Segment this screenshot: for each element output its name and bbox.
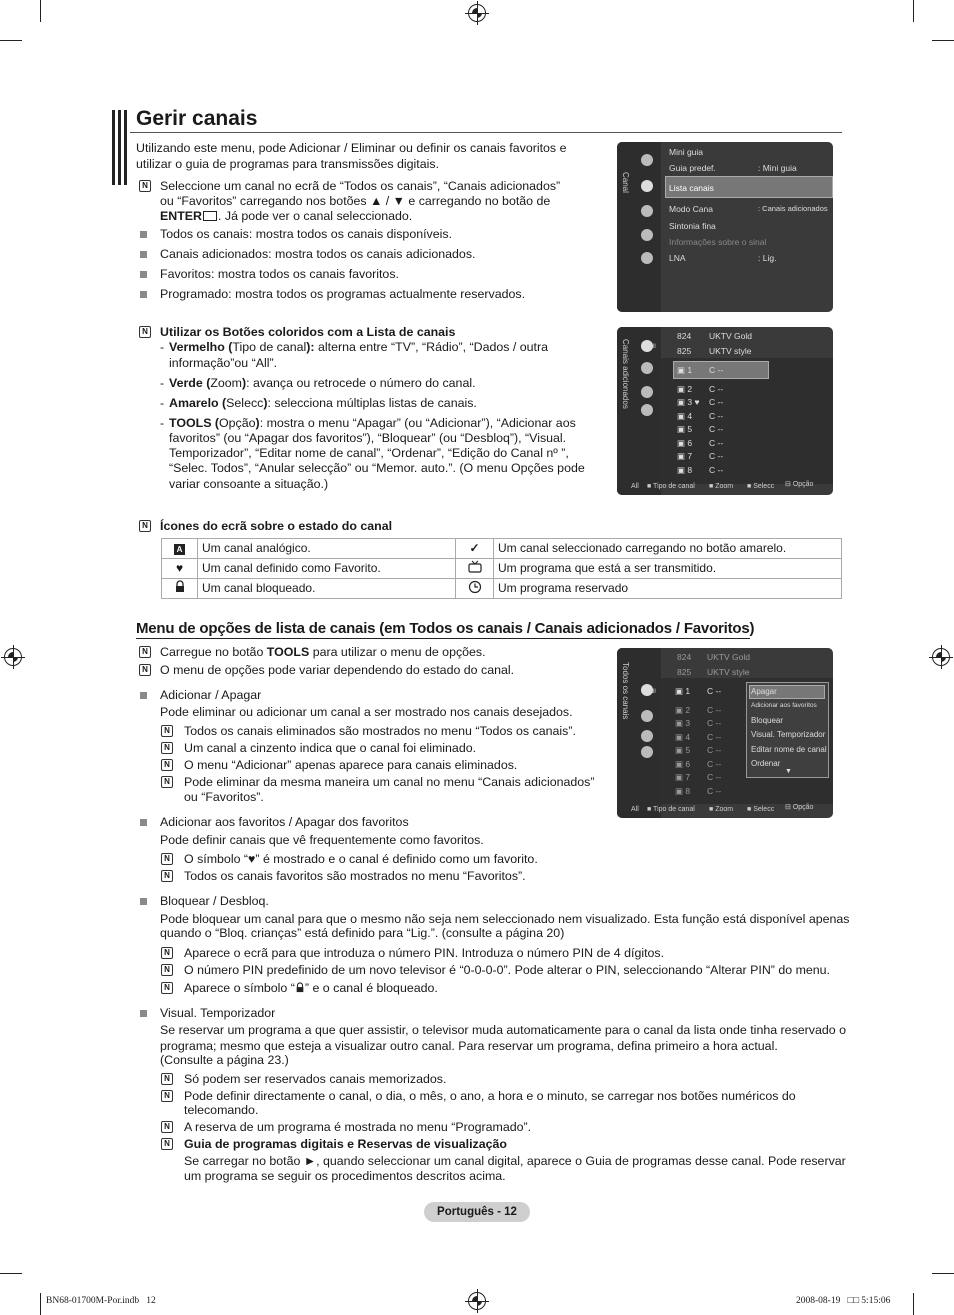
registration-mark-icon bbox=[468, 4, 486, 22]
note-text: Pode definir directamente o canal, o dia, o mês, o ano, a hora e o minuto, se carregar nos botões numéricos do bbox=[184, 1089, 796, 1103]
tv-option-item: Bloquear bbox=[751, 716, 784, 725]
text: Carregue no botão bbox=[160, 645, 267, 659]
tv-screen-all-channels-options bbox=[617, 648, 833, 818]
bullet-text: Todos os canais: mostra todos os canais disponíveis. bbox=[160, 227, 453, 241]
tv-row-code: C -- bbox=[709, 384, 724, 394]
note-icon bbox=[161, 853, 173, 865]
note-icon bbox=[161, 982, 173, 994]
tv-channel-name: UKTV style bbox=[707, 667, 750, 677]
text: Aparece o símbolo “ bbox=[184, 981, 295, 995]
tv-menu-item-disabled: Informações sobre o sinal bbox=[669, 237, 767, 247]
crop-mark bbox=[932, 1273, 954, 1274]
tv-row-code: C -- bbox=[707, 772, 722, 782]
tv-channel-row: ▣ 4 bbox=[677, 411, 693, 421]
tv-row-num: 2 bbox=[687, 384, 693, 394]
tv-foot-label: Tipo de canal bbox=[653, 483, 695, 490]
bullet-title: Adicionar aos favoritos / Apagar dos favoritos bbox=[160, 815, 409, 829]
lock-icon bbox=[162, 579, 198, 599]
note-icon bbox=[161, 947, 173, 959]
tv-row-code: C -- bbox=[709, 465, 724, 475]
scheduled-icon bbox=[641, 746, 653, 758]
file-label: BN68-01700M-Por.indb 12 bbox=[46, 1296, 156, 1306]
tv-foot-tools: ⊟ Opção bbox=[785, 481, 814, 488]
tv-foot-label: Tipo de canal bbox=[653, 806, 695, 813]
tv-channel-row: ▣ 8 bbox=[677, 465, 693, 475]
note-text: A reserva de um programa é mostrada no menu “Programado”. bbox=[184, 1120, 532, 1134]
bullet-icon bbox=[140, 291, 147, 298]
tv-option-item: Editar nome de canal bbox=[751, 745, 827, 754]
tv-channel-row: ▣ 3 ♥ bbox=[677, 397, 700, 407]
tv-menu-item: LNA bbox=[669, 253, 686, 263]
note-text bbox=[160, 209, 412, 224]
tv-row-code: C -- bbox=[707, 705, 722, 715]
intro-line: Utilizando este menu, pode Adicionar / Eliminar ou definir os canais favoritos e bbox=[136, 141, 567, 155]
bullet-text: Programado: mostra todos os programas actualmente reservados. bbox=[160, 287, 526, 301]
tv-row-num: 4 bbox=[687, 411, 693, 421]
bullet-text: Favoritos: mostra todos os canais favoritos. bbox=[160, 267, 399, 281]
text: ” e o canal é bloqueado. bbox=[304, 981, 438, 995]
page-title: Gerir canais bbox=[136, 107, 258, 130]
tv-side-label: Todos os canais bbox=[621, 662, 630, 720]
note-icon bbox=[161, 1090, 173, 1102]
tv-row-num: 3 bbox=[685, 718, 691, 728]
tv-channel-row: ▣ 8 bbox=[675, 786, 691, 796]
added-channels-icon bbox=[641, 362, 653, 374]
tv-foot-label: Selecc bbox=[753, 806, 775, 813]
date-label: 2008-08-19 □□ 5:15:06 bbox=[796, 1296, 891, 1306]
tv-channel-row: ▣ 6 bbox=[675, 759, 691, 769]
tv-row-num: 2 bbox=[685, 705, 691, 715]
input-icon bbox=[641, 229, 653, 241]
title-bar bbox=[124, 110, 127, 185]
table-row bbox=[162, 579, 842, 599]
key-desc: : mostra o menu “Apagar” (ou “Adicionar”), “Adicionar aos bbox=[259, 416, 576, 430]
tv-row-code: C -- bbox=[707, 686, 722, 696]
tv-channel-num: 825 bbox=[677, 667, 692, 677]
key-label: ) bbox=[255, 416, 260, 430]
tools-label: TOOLS bbox=[266, 645, 310, 659]
bullet-text: Canais adicionados: mostra todos os canais adicionados. bbox=[160, 247, 476, 261]
added-channels-icon bbox=[641, 710, 653, 722]
body-text: Pode bloquear um canal para que o mesmo não seja nem seleccionado nem visualizado. Esta função está disponível apenas bbox=[160, 912, 850, 926]
section-heading: Utilizar os Botões coloridos com a Lista de canais bbox=[160, 325, 456, 339]
setup-icon bbox=[641, 205, 653, 217]
tv-channel-name: UKTV style bbox=[709, 346, 752, 356]
tv-channel-num: 824 bbox=[677, 652, 692, 662]
tv-screen-channel-menu bbox=[617, 142, 833, 312]
note-text: um programa se seguir os procedimentos descritos acima. bbox=[184, 1169, 506, 1183]
tv-foot-red: ■ Tipo de canal bbox=[647, 483, 695, 490]
tv-foot-green: ■ Zoom bbox=[709, 806, 734, 813]
tv-channel-row: ▣ 3 bbox=[675, 718, 691, 728]
key-label: Amarelo ( bbox=[169, 396, 227, 410]
crop-mark bbox=[40, 1293, 41, 1315]
favorite-heart-icon: ♥ bbox=[694, 397, 700, 407]
tv-foot-green: ■ Zoom bbox=[709, 483, 734, 490]
body-text: programa; mesmo que esteja a visualizar outro canal. Para reservar um programa, defina primeiro a hora actual. bbox=[160, 1039, 778, 1053]
tv-row-num: 3 bbox=[687, 397, 693, 407]
tv-menu-value: : Lig. bbox=[758, 253, 777, 263]
tv-option-item: Visual. Temporizador bbox=[751, 730, 826, 739]
note-text: ou “Favoritos” carregando nos botões ▲ / ▼ e carregando no botão de bbox=[160, 194, 551, 208]
tv-all-label: All bbox=[649, 344, 656, 350]
tv-row-num: 6 bbox=[685, 759, 691, 769]
note-text: Se carregar no botão ►, quando seleccionar um canal digital, aparece o Guia de programas desse canal. Pode reservar bbox=[184, 1154, 846, 1168]
page-number-badge: Português - 12 bbox=[424, 1202, 530, 1222]
tv-menu-item: Sintonia fina bbox=[669, 221, 716, 231]
tv-foot-yellow: ■ Selecc bbox=[747, 806, 775, 813]
bullet-icon bbox=[140, 819, 147, 826]
tv-sidebar bbox=[617, 142, 661, 312]
tv-menu-item: Mini guia bbox=[669, 147, 704, 157]
tv-row-num: 4 bbox=[685, 732, 691, 742]
table-cell: Um canal seleccionado carregando no botão amarelo. bbox=[494, 539, 842, 559]
tv-channel-name: UKTV Gold bbox=[707, 652, 750, 662]
note-icon bbox=[161, 964, 173, 976]
tv-row-code: C -- bbox=[709, 451, 724, 461]
scheduled-icon bbox=[641, 404, 653, 416]
note-icon bbox=[161, 1121, 173, 1133]
note-text: O menu de opções pode variar dependendo do estado do canal. bbox=[160, 663, 515, 677]
tv-menu-item: Guia predef. bbox=[669, 163, 716, 173]
tv-channel-row: ▣ 2 bbox=[677, 384, 693, 394]
tv-menu-value: : Canais adicionados bbox=[758, 204, 828, 213]
tv-row-code: C -- bbox=[707, 786, 722, 796]
bullet-title: Bloquear / Desbloq. bbox=[160, 894, 269, 908]
tv-row-code: C -- bbox=[707, 745, 722, 755]
tv-row-num: 5 bbox=[685, 745, 691, 755]
tv-channel-row: ▣ 1 bbox=[675, 686, 691, 696]
dash: - bbox=[160, 376, 165, 390]
key-label: Verde ( bbox=[169, 376, 211, 390]
picture-icon bbox=[641, 154, 653, 166]
note-text: Pode eliminar da mesma maneira um canal no menu “Canais adicionados” bbox=[184, 775, 595, 789]
note-text: ou “Favoritos”. bbox=[184, 790, 264, 804]
tv-row-code: C -- bbox=[709, 397, 724, 407]
clock-icon bbox=[456, 579, 494, 599]
body-text: Pode definir canais que vê frequentemente como favoritos. bbox=[160, 833, 484, 847]
note-icon bbox=[139, 520, 151, 532]
note-icon bbox=[139, 664, 151, 676]
key-desc: informação”ou “All”. bbox=[169, 356, 278, 370]
crop-mark bbox=[40, 0, 41, 22]
color-button-green bbox=[169, 376, 476, 391]
favorites-icon bbox=[641, 386, 653, 398]
tv-row-code: C -- bbox=[709, 411, 724, 421]
key-name: Zoom bbox=[210, 376, 243, 390]
tv-row-num: 5 bbox=[687, 424, 693, 434]
tv-icon bbox=[456, 559, 494, 579]
tv-row-num: 8 bbox=[685, 786, 691, 796]
bullet-icon bbox=[140, 231, 147, 238]
body-text: Se reservar um programa a que quer assistir, o televisor muda automaticamente para o canal da lista onde tinha reservado o bbox=[160, 1023, 846, 1037]
tv-foot-label: Selecc bbox=[753, 483, 775, 490]
key-name: Opção bbox=[219, 416, 256, 430]
crop-mark bbox=[932, 40, 954, 41]
tv-option-item: Ordenar bbox=[751, 759, 781, 768]
scroll-down-icon: ▼ bbox=[785, 768, 792, 775]
tv-menu-value: : Mini guia bbox=[758, 163, 797, 173]
key-desc: alterna entre “TV”, “Rádio”, “Dados / outra bbox=[314, 340, 549, 354]
key-desc: favoritos” (ou “Apagar dos favoritos”), “Bloquear” (ou “Desbloq”), “Visual. bbox=[169, 431, 567, 445]
tv-option-item: Apagar bbox=[751, 687, 777, 696]
tv-channel-num: 824 bbox=[677, 331, 692, 341]
tv-row-num: 7 bbox=[687, 451, 693, 461]
note-text: Aparece o ecrã para que introduza o número PIN. Introduza o número PIN de 4 dígitos. bbox=[184, 946, 665, 960]
note-icon bbox=[139, 326, 151, 338]
title-bar bbox=[112, 110, 115, 185]
tv-foot-label: Zoom bbox=[715, 483, 734, 490]
body-text: (Consulte a página 23.) bbox=[160, 1053, 289, 1067]
note-text bbox=[184, 981, 438, 996]
tv-channel-row: ▣ 5 bbox=[677, 424, 693, 434]
tv-foot-label: Zoom bbox=[715, 806, 734, 813]
note-icon bbox=[139, 180, 151, 192]
text: para utilizar o menu de opções. bbox=[309, 645, 486, 659]
key-label: ) bbox=[242, 376, 247, 390]
note-text: Seleccione um canal no ecrã de “Todos os canais”, “Canais adicionados” bbox=[160, 179, 561, 193]
note-text-end: . Já pode ver o canal seleccionado. bbox=[218, 209, 413, 223]
table-row bbox=[162, 559, 842, 579]
key-desc: variar consoante a situação.) bbox=[169, 477, 329, 491]
tv-option-item: Adicionar aos favoritos bbox=[751, 702, 817, 709]
lock-icon bbox=[295, 982, 305, 993]
tv-channel-row: ▣ 7 bbox=[675, 772, 691, 782]
tv-row-code: C -- bbox=[707, 718, 722, 728]
tv-channel-row: ▣ 5 bbox=[675, 745, 691, 755]
body-text: Pode eliminar ou adicionar um canal a ser mostrado nos canais desejados. bbox=[160, 705, 573, 719]
table-cell: Um canal analógico. bbox=[198, 539, 456, 559]
note-heading: Guia de programas digitais e Reservas de visualização bbox=[184, 1137, 507, 1151]
bullet-icon bbox=[140, 251, 147, 258]
key-label: Vermelho ( bbox=[169, 340, 233, 354]
tv-channel-row: ▣ 4 bbox=[675, 732, 691, 742]
tv-menu-item: Modo Cana bbox=[669, 204, 713, 214]
bullet-title: Visual. Temporizador bbox=[160, 1006, 276, 1020]
note-text: O número PIN predefinido de um novo televisor é “0-0-0-0”. Pode alterar o PIN, seleccionando “Alterar PIN” do menu. bbox=[184, 963, 831, 977]
crop-mark bbox=[0, 1273, 22, 1274]
bullet-icon bbox=[140, 271, 147, 278]
note-text: Todos os canais favoritos são mostrados no menu “Favoritos”. bbox=[184, 869, 526, 883]
tv-foot-all: All bbox=[631, 483, 639, 490]
crop-mark bbox=[913, 0, 914, 22]
crop-mark bbox=[913, 1293, 914, 1315]
tv-foot-tools: ⊟ Opção bbox=[785, 804, 814, 811]
note-icon bbox=[161, 1138, 173, 1150]
check-icon: ✓ bbox=[456, 539, 494, 559]
application-icon bbox=[641, 252, 653, 264]
note-icon bbox=[161, 1073, 173, 1085]
tv-channel-row: ▣ 1 bbox=[677, 365, 693, 375]
tv-all-label: All bbox=[649, 689, 656, 695]
key-desc: : avança ou retrocede o número do canal. bbox=[246, 376, 476, 390]
table-cell: Um programa reservado bbox=[494, 579, 842, 599]
note-icon bbox=[161, 870, 173, 882]
key-label: ): bbox=[306, 340, 315, 354]
crop-mark bbox=[0, 40, 22, 41]
bullet-icon bbox=[140, 692, 147, 699]
tv-row-num: 1 bbox=[685, 686, 691, 696]
icons-table bbox=[161, 538, 842, 599]
registration-mark-icon bbox=[932, 648, 950, 666]
tv-foot-label: Opção bbox=[792, 804, 814, 811]
tv-screen-added-channels bbox=[617, 327, 833, 495]
key-desc: : selecciona múltiplas listas de canais. bbox=[267, 396, 477, 410]
note-icon bbox=[161, 742, 173, 754]
tv-side-label: Canais adicionados bbox=[621, 339, 630, 409]
tv-row-code: C -- bbox=[709, 365, 724, 375]
section-heading: Ícones do ecrã sobre o estado do canal bbox=[160, 519, 393, 533]
enter-icon bbox=[203, 211, 217, 221]
table-row bbox=[162, 539, 842, 559]
bullet-icon bbox=[140, 1010, 147, 1017]
tv-foot-label: Opção bbox=[792, 481, 814, 488]
intro-line: utilizar o guia de programas para transmissões digitais. bbox=[136, 157, 440, 171]
tv-channel-row: ▣ 7 bbox=[677, 451, 693, 461]
tv-channel-row: ▣ 2 bbox=[675, 705, 691, 715]
note-text: O menu “Adicionar” apenas aparece para canais eliminados. bbox=[184, 758, 518, 772]
color-button-yellow bbox=[169, 396, 477, 411]
note-text: Todos os canais eliminados são mostrados no menu “Todos os canais”. bbox=[184, 724, 576, 738]
tv-row-code: C -- bbox=[709, 424, 724, 434]
table-cell: Um canal bloqueado. bbox=[198, 579, 456, 599]
tv-channel-row: ▣ 6 bbox=[677, 438, 693, 448]
dash: - bbox=[160, 416, 165, 430]
key-desc: “Selec. Todos”, “Anular selecção” ou “Memor. auto.”. (O menu Opções pode bbox=[169, 461, 585, 475]
table-cell: Um canal definido como Favorito. bbox=[198, 559, 456, 579]
channel-icon bbox=[641, 180, 653, 192]
note-icon bbox=[139, 646, 151, 658]
tv-channel-num: 825 bbox=[677, 346, 692, 356]
tv-foot-yellow: ■ Selecc bbox=[747, 483, 775, 490]
tv-options-popup bbox=[746, 682, 829, 778]
tools-button bbox=[169, 416, 576, 431]
tv-foot-all: All bbox=[631, 806, 639, 813]
note-icon bbox=[161, 759, 173, 771]
bullet-icon bbox=[140, 898, 147, 905]
note-icon bbox=[161, 725, 173, 737]
note-text: O símbolo “♥” é mostrado e o canal é definido como um favorito. bbox=[184, 852, 538, 866]
registration-mark-icon bbox=[4, 648, 22, 666]
tv-menu-item-selected: Lista canais bbox=[669, 183, 714, 193]
tv-row-code: C -- bbox=[707, 732, 722, 742]
section-title: Menu de opções de lista de canais (em Todos os canais / Canais adicionados / Favoritos) bbox=[136, 620, 755, 637]
section-underline bbox=[136, 638, 750, 639]
note-text: Um canal a cinzento indica que o canal foi eliminado. bbox=[184, 741, 477, 755]
dash: - bbox=[160, 340, 165, 354]
note-text bbox=[160, 645, 486, 660]
tv-row-num: 7 bbox=[685, 772, 691, 782]
tv-row-num: 1 bbox=[687, 365, 693, 375]
heart-icon: ♥ bbox=[162, 559, 198, 579]
note-icon bbox=[161, 776, 173, 788]
tv-channel-name: UKTV Gold bbox=[709, 331, 752, 341]
tv-row-num: 6 bbox=[687, 438, 693, 448]
tv-row-num: 8 bbox=[687, 465, 693, 475]
key-name: Selecc bbox=[226, 396, 264, 410]
key-label: TOOLS ( bbox=[169, 416, 220, 430]
body-text: quando o “Bloq. crianças” está definido para “Lig.”. (consulte a página 20) bbox=[160, 926, 565, 940]
color-button-red bbox=[169, 340, 548, 355]
analog-icon: A bbox=[162, 539, 198, 559]
bullet-title: Adicionar / Apagar bbox=[160, 688, 262, 702]
favorites-icon bbox=[641, 730, 653, 742]
dash: - bbox=[160, 396, 165, 410]
enter-label: ENTER bbox=[160, 209, 202, 223]
key-name: Tipo de canal bbox=[232, 340, 307, 354]
key-label: ) bbox=[263, 396, 268, 410]
tv-row-code: C -- bbox=[707, 759, 722, 769]
tv-side-label: Canal bbox=[621, 172, 630, 193]
note-text: Só podem ser reservados canais memorizados. bbox=[184, 1072, 447, 1086]
key-desc: Temporizador”, “Editar nome de canal”, “Ordenar”, “Edição do Canal nº ”, bbox=[169, 446, 569, 460]
title-rule bbox=[130, 132, 842, 133]
table-cell: Um programa que está a ser transmitido. bbox=[494, 559, 842, 579]
tv-row-code: C -- bbox=[709, 438, 724, 448]
note-text: telecomando. bbox=[184, 1103, 259, 1117]
tv-foot-red: ■ Tipo de canal bbox=[647, 806, 695, 813]
title-bar bbox=[118, 110, 121, 185]
registration-mark-icon bbox=[468, 1292, 486, 1310]
